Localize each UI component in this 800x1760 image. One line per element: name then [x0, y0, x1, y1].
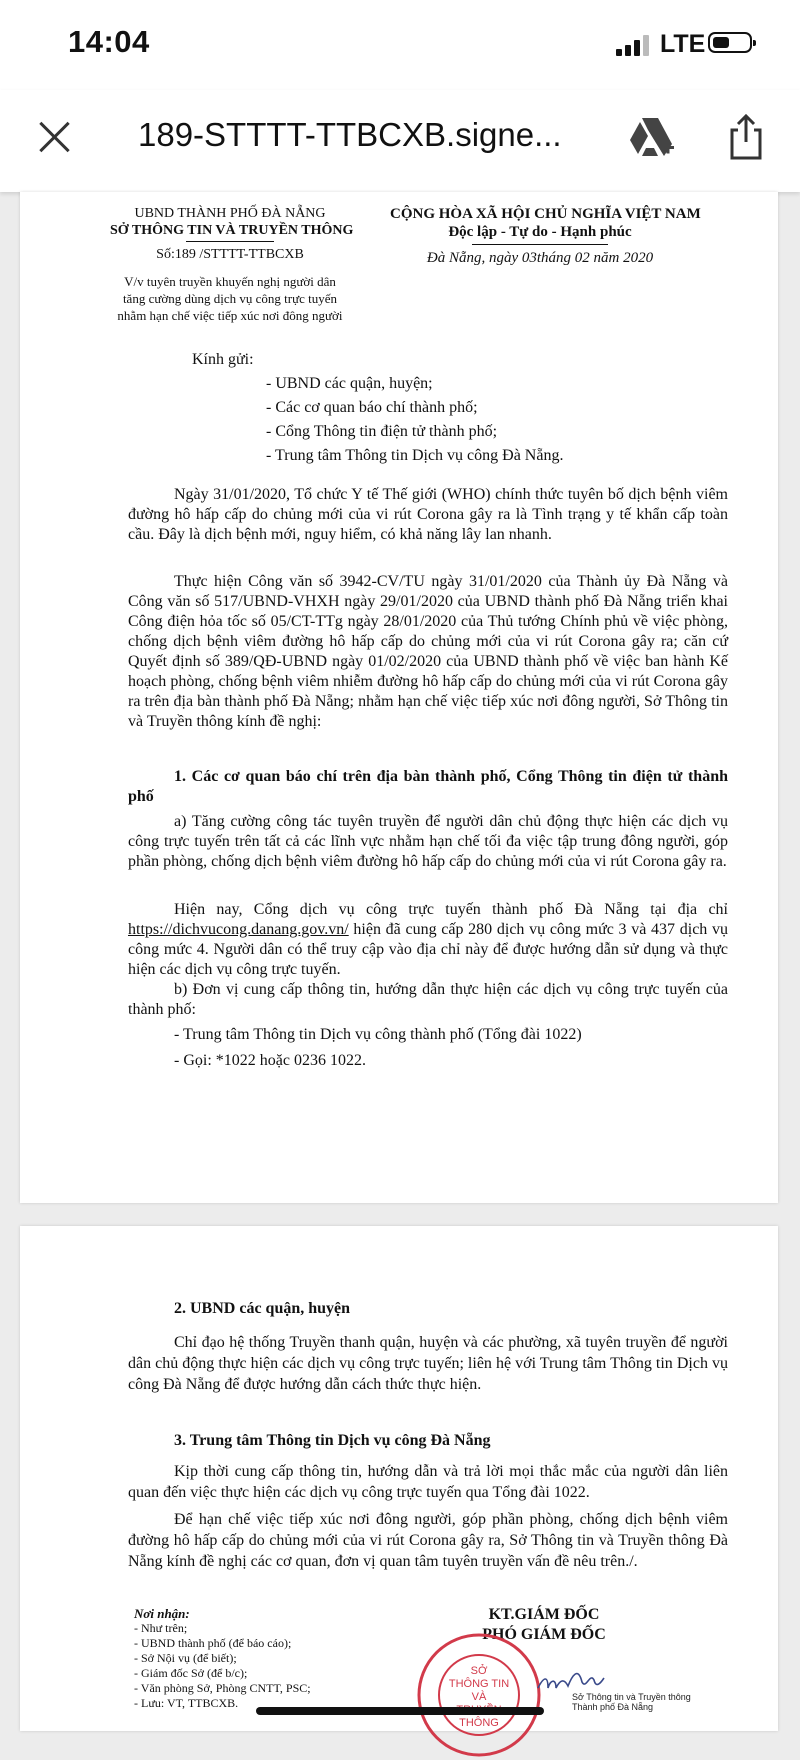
home-indicator[interactable]: [256, 1707, 544, 1715]
stamp-text: SỞ: [470, 1665, 488, 1677]
receivers-title: Nơi nhận:: [134, 1606, 190, 1621]
network-label: LTE: [660, 30, 706, 58]
nation-title: CỘNG HÒA XÃ HỘI CHỦ NGHĨA VIỆT NAM: [390, 206, 701, 222]
list-item: - Các cơ quan báo chí thành phố;: [266, 399, 478, 416]
share-icon[interactable]: [728, 114, 764, 160]
paragraph-7: Kịp thời cung cấp thông tin, hướng dẫn và trả lời mọi thắc mắc của người dân liên quan đến việc thực hiện các dịch vụ công trực tuyến qua Tổng đài 1022.: [128, 1463, 728, 1501]
contact-line-2: - Gọi: *1022 hoặc 0236 1022.: [174, 1052, 366, 1069]
paragraph-1: Ngày 31/01/2020, Tổ chức Y tế Thế giới (WHO) chính thức tuyên bố dịch bệnh viêm đường hô hấp cấp do chủng mới của vi rút Corona gây ra là Tình trạng y tế khẩn cấp toàn cầu. Đây là dịch bệnh mới, nguy hiểm, có khả năng lây lan nhanh.: [128, 486, 728, 543]
digital-sign-line: Thành phố Đà Nẵng: [572, 1702, 654, 1712]
list-item: - Sở Nội vụ (để biết);: [134, 1651, 237, 1665]
section-heading-3: 3. Trung tâm Thông tin Dịch vụ công Đà Nẵng: [174, 1432, 491, 1449]
document-page-1: [20, 192, 778, 1203]
paragraph-2: Thực hiện Công văn số 3942-CV/TU ngày 31/01/2020 của Thành ủy Đà Nẵng và Công văn số 517/UBND-VHXH ngày 29/01/2020 của UBND thành phố Đà Nẵng triển khai Công điện hỏa tốc số 05/CT-TTg ngày 28/01/2020 của Thủ tướng Chính phủ về việc phòng, chống dịch bệnh viêm đường hô hấp cấp do chủng mới của vi rút Corona gây ra; căn cứ Quyết định số 389/QĐ-UBND ngày 01/02/2020 của UBND thành phố về việc ban hành Kế hoạch phòng, chống bệnh viêm nhiễm đường hô hấp cấp do chủng mới của vi rút Corona gây ra trên địa bàn thành phố Đà Nẵng; nhằm hạn chế việc tiếp xúc nơi đông người, Sở Thông tin và Truyền thông kính đề nghị:: [128, 573, 728, 730]
subject-line-3: nhằm hạn chế việc tiếp xúc nơi đông người: [117, 308, 343, 323]
list-item: - Văn phòng Sở, Phòng CNTT, PSC;: [134, 1681, 311, 1695]
digital-signature-label: [572, 1692, 691, 1712]
stamp-text: THÔNG TIN: [448, 1678, 510, 1690]
service-link[interactable]: https://dichvucong.danang.gov.vn/: [128, 921, 349, 938]
stamp-text: VÀ: [471, 1691, 487, 1703]
subject-line-2: tăng cường dùng dịch vụ công trực tuyến: [122, 291, 338, 306]
list-item: - UBND thành phố (để báo cáo);: [134, 1636, 292, 1650]
list-item: - Cổng Thông tin điện tử thành phố;: [266, 423, 498, 440]
paragraph-3: a) Tăng cường công tác tuyên truyền để người dân chủ động thực hiện các dịch vụ công trực tuyến trên tất cả các lĩnh vực nhằm hạn chế tối đa việc tập trung đông người, góp phần phòng, chống dịch bệnh viêm đường hô hấp cấp do chủng mới của vi rút Corona gây ra.: [128, 813, 728, 870]
stamp-text: THÔNG: [459, 1717, 499, 1729]
digital-sign-line: Sở Thông tin và Truyền thông: [572, 1692, 691, 1702]
contact-line-1: - Trung tâm Thông tin Dịch vụ công thành phố (Tổng đài 1022): [174, 1026, 582, 1043]
document-title: 189-STTTT-TTBCXB.signe...: [138, 116, 562, 153]
section-heading-1: 1. Các cơ quan báo chí trên địa bàn thành phố, Cổng Thông tin điện tử thành phố: [128, 768, 728, 805]
close-icon[interactable]: [38, 120, 72, 154]
signer-title-1: KT.GIÁM ĐỐC: [488, 1606, 600, 1623]
signal-icon: [616, 34, 652, 56]
document-page-2: [20, 1226, 778, 1731]
subject-line-1: V/v tuyên truyền khuyến nghị người dân: [124, 274, 336, 289]
battery-icon: [708, 32, 752, 53]
date-line: Đà Nẵng, ngày 03tháng 02 năm 2020: [426, 250, 654, 266]
list-item: - Lưu: VT, TTBCXB.: [134, 1696, 239, 1710]
section-heading-2: 2. UBND các quận, huyện: [174, 1300, 351, 1317]
document-toolbar: [0, 90, 800, 192]
header-rule-right: [472, 244, 608, 245]
list-item: - Giám đốc Sở (để b/c);: [134, 1666, 248, 1680]
motto: Độc lập - Tự do - Hạnh phúc: [448, 224, 632, 240]
paragraph-4: Hiện nay, Cổng dịch vụ công trực tuyến thành phố Đà Nẵng tại địa chỉ https://dichvucong.danang.gov.vn/ hiện đã cung cấp 280 dịch vụ công mức 3 và 437 dịch vụ công mức 4. Người dân có thể truy cập vào địa chỉ này để được hướng dẫn sử dụng và thực hiện các dịch vụ công trực tuyến.: [128, 901, 729, 978]
org-dept: SỞ THÔNG TIN VÀ TRUYỀN THÔNG: [110, 223, 354, 238]
greeting: Kính gửi:: [192, 351, 254, 368]
list-item: - Như trên;: [134, 1621, 188, 1635]
paragraph-5: b) Đơn vị cung cấp thông tin, hướng dẫn thực hiện các dịch vụ công trực tuyến của thành phố:: [128, 981, 728, 1018]
add-to-drive-icon[interactable]: [628, 116, 676, 160]
status-time: 14:04: [68, 24, 150, 59]
signer-title-2: PHÓ GIÁM ĐỐC: [482, 1626, 606, 1643]
doc-number: Số:189 /STTTT-TTBCXB: [156, 247, 304, 262]
status-bar: [0, 0, 800, 90]
org-top: UBND THÀNH PHỐ ĐÀ NẴNG: [134, 206, 326, 221]
paragraph-8: Để hạn chế việc tiếp xúc nơi đông người, góp phần phòng, chống dịch bệnh viêm đường hô hấp cấp do chủng mới của vi rút Corona gây ra, Sở Thông tin và Truyền thông Đà Nẵng kính đề nghị các cơ quan, đơn vị quan tâm tuyên truyền vấn đề nêu trên./.: [128, 1511, 728, 1570]
list-item: - Trung tâm Thông tin Dịch vụ công Đà Nẵng.: [266, 447, 564, 464]
list-item: - UBND các quận, huyện;: [266, 375, 433, 392]
recipient-list: [266, 372, 563, 468]
paragraph-6: Chỉ đạo hệ thống Truyền thanh quận, huyện và các phường, xã tuyên truyền để người dân chủ động thực hiện các dịch vụ công trực tuyến; liên hệ với Trung tâm Thông tin Dịch vụ công Đà Nẵng để được hướng dẫn cách thức thực hiện.: [128, 1334, 728, 1393]
receivers-block: [134, 1606, 311, 1711]
official-seal: [414, 1630, 544, 1760]
header-rule-left: [186, 241, 274, 242]
